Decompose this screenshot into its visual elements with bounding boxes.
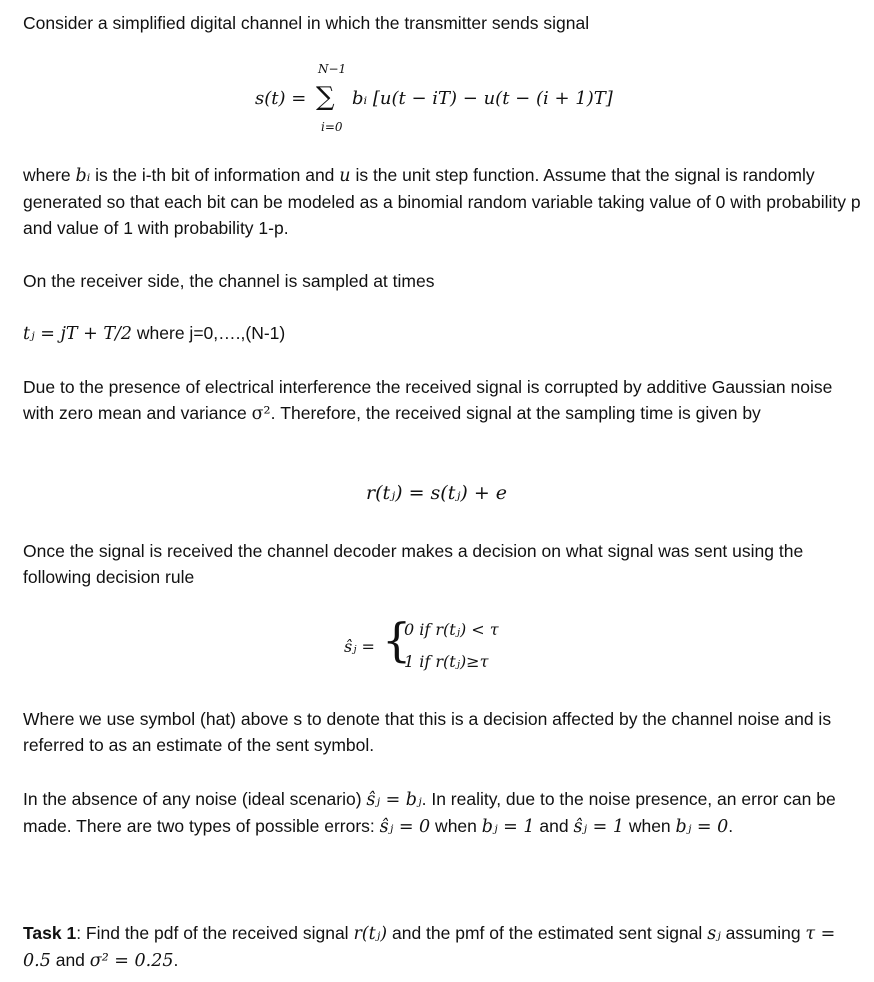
sum-lower-limit: i=0 bbox=[321, 120, 343, 134]
eq1-lhs: s(t) = bbox=[255, 88, 307, 109]
sum-upper-limit: N−1 bbox=[318, 62, 347, 76]
hat-explanation: Where we use symbol (hat) above s to denote that this is a decision affected by the channel noise and is referred to as an estimate of the sent symbol. bbox=[23, 709, 832, 755]
receiver-text: On the receiver side, the channel is sampled at times bbox=[23, 271, 435, 291]
eq3-lhs: ŝⱼ = bbox=[344, 637, 375, 656]
ideal-scenario-paragraph: In the absence of any noise (ideal scenario) ŝⱼ = bⱼ. In reality, due to the noise presence, an error can be made. There are two types of possible errors: ŝⱼ = 0 when bⱼ = 1 and ŝⱼ = 1 when bⱼ = 0. bbox=[23, 789, 836, 837]
task-label: Task 1 bbox=[23, 923, 77, 943]
received-signal-equation: r(tⱼ) = s(tⱼ) + e bbox=[366, 482, 508, 504]
bits-paragraph: where bᵢ is the i-th bit of information and u is the unit step function. Assume that the signal is randomly generated so that each bit can be modeled as a binomial random variable taking value of 0 with probability p and value of 1 with probability 1-p. bbox=[23, 165, 861, 238]
eq3-case-0: 0 if r(tⱼ) < τ bbox=[404, 620, 499, 639]
intro-text: Consider a simplified digital channel in which the transmitter sends signal bbox=[23, 13, 590, 33]
summation-icon: ∑ bbox=[316, 82, 335, 112]
noise-paragraph: Due to the presence of electrical interference the received signal is corrupted by additive Gaussian noise with zero mean and variance σ². Therefore, the received signal at the sampling time is given by bbox=[23, 377, 833, 424]
eq3-case-1: 1 if r(tⱼ)≥τ bbox=[404, 652, 489, 671]
eq1-rhs: bᵢ [u(t − iT) − u(t − (i + 1)T] bbox=[352, 88, 613, 109]
task-1: Task 1: Find the pdf of the received signal r(tⱼ) and the pmf of the estimated sent signal sⱼ assuming τ = 0.5 and σ² = 0.25. bbox=[23, 923, 836, 971]
sampling-times: tⱼ = jT + T/2 where j=0,….,(N-1) bbox=[23, 323, 286, 344]
left-brace-icon: { bbox=[382, 613, 412, 667]
decoder-text: Once the signal is received the channel decoder makes a decision on what signal was sent using the following decision rule bbox=[23, 541, 804, 587]
